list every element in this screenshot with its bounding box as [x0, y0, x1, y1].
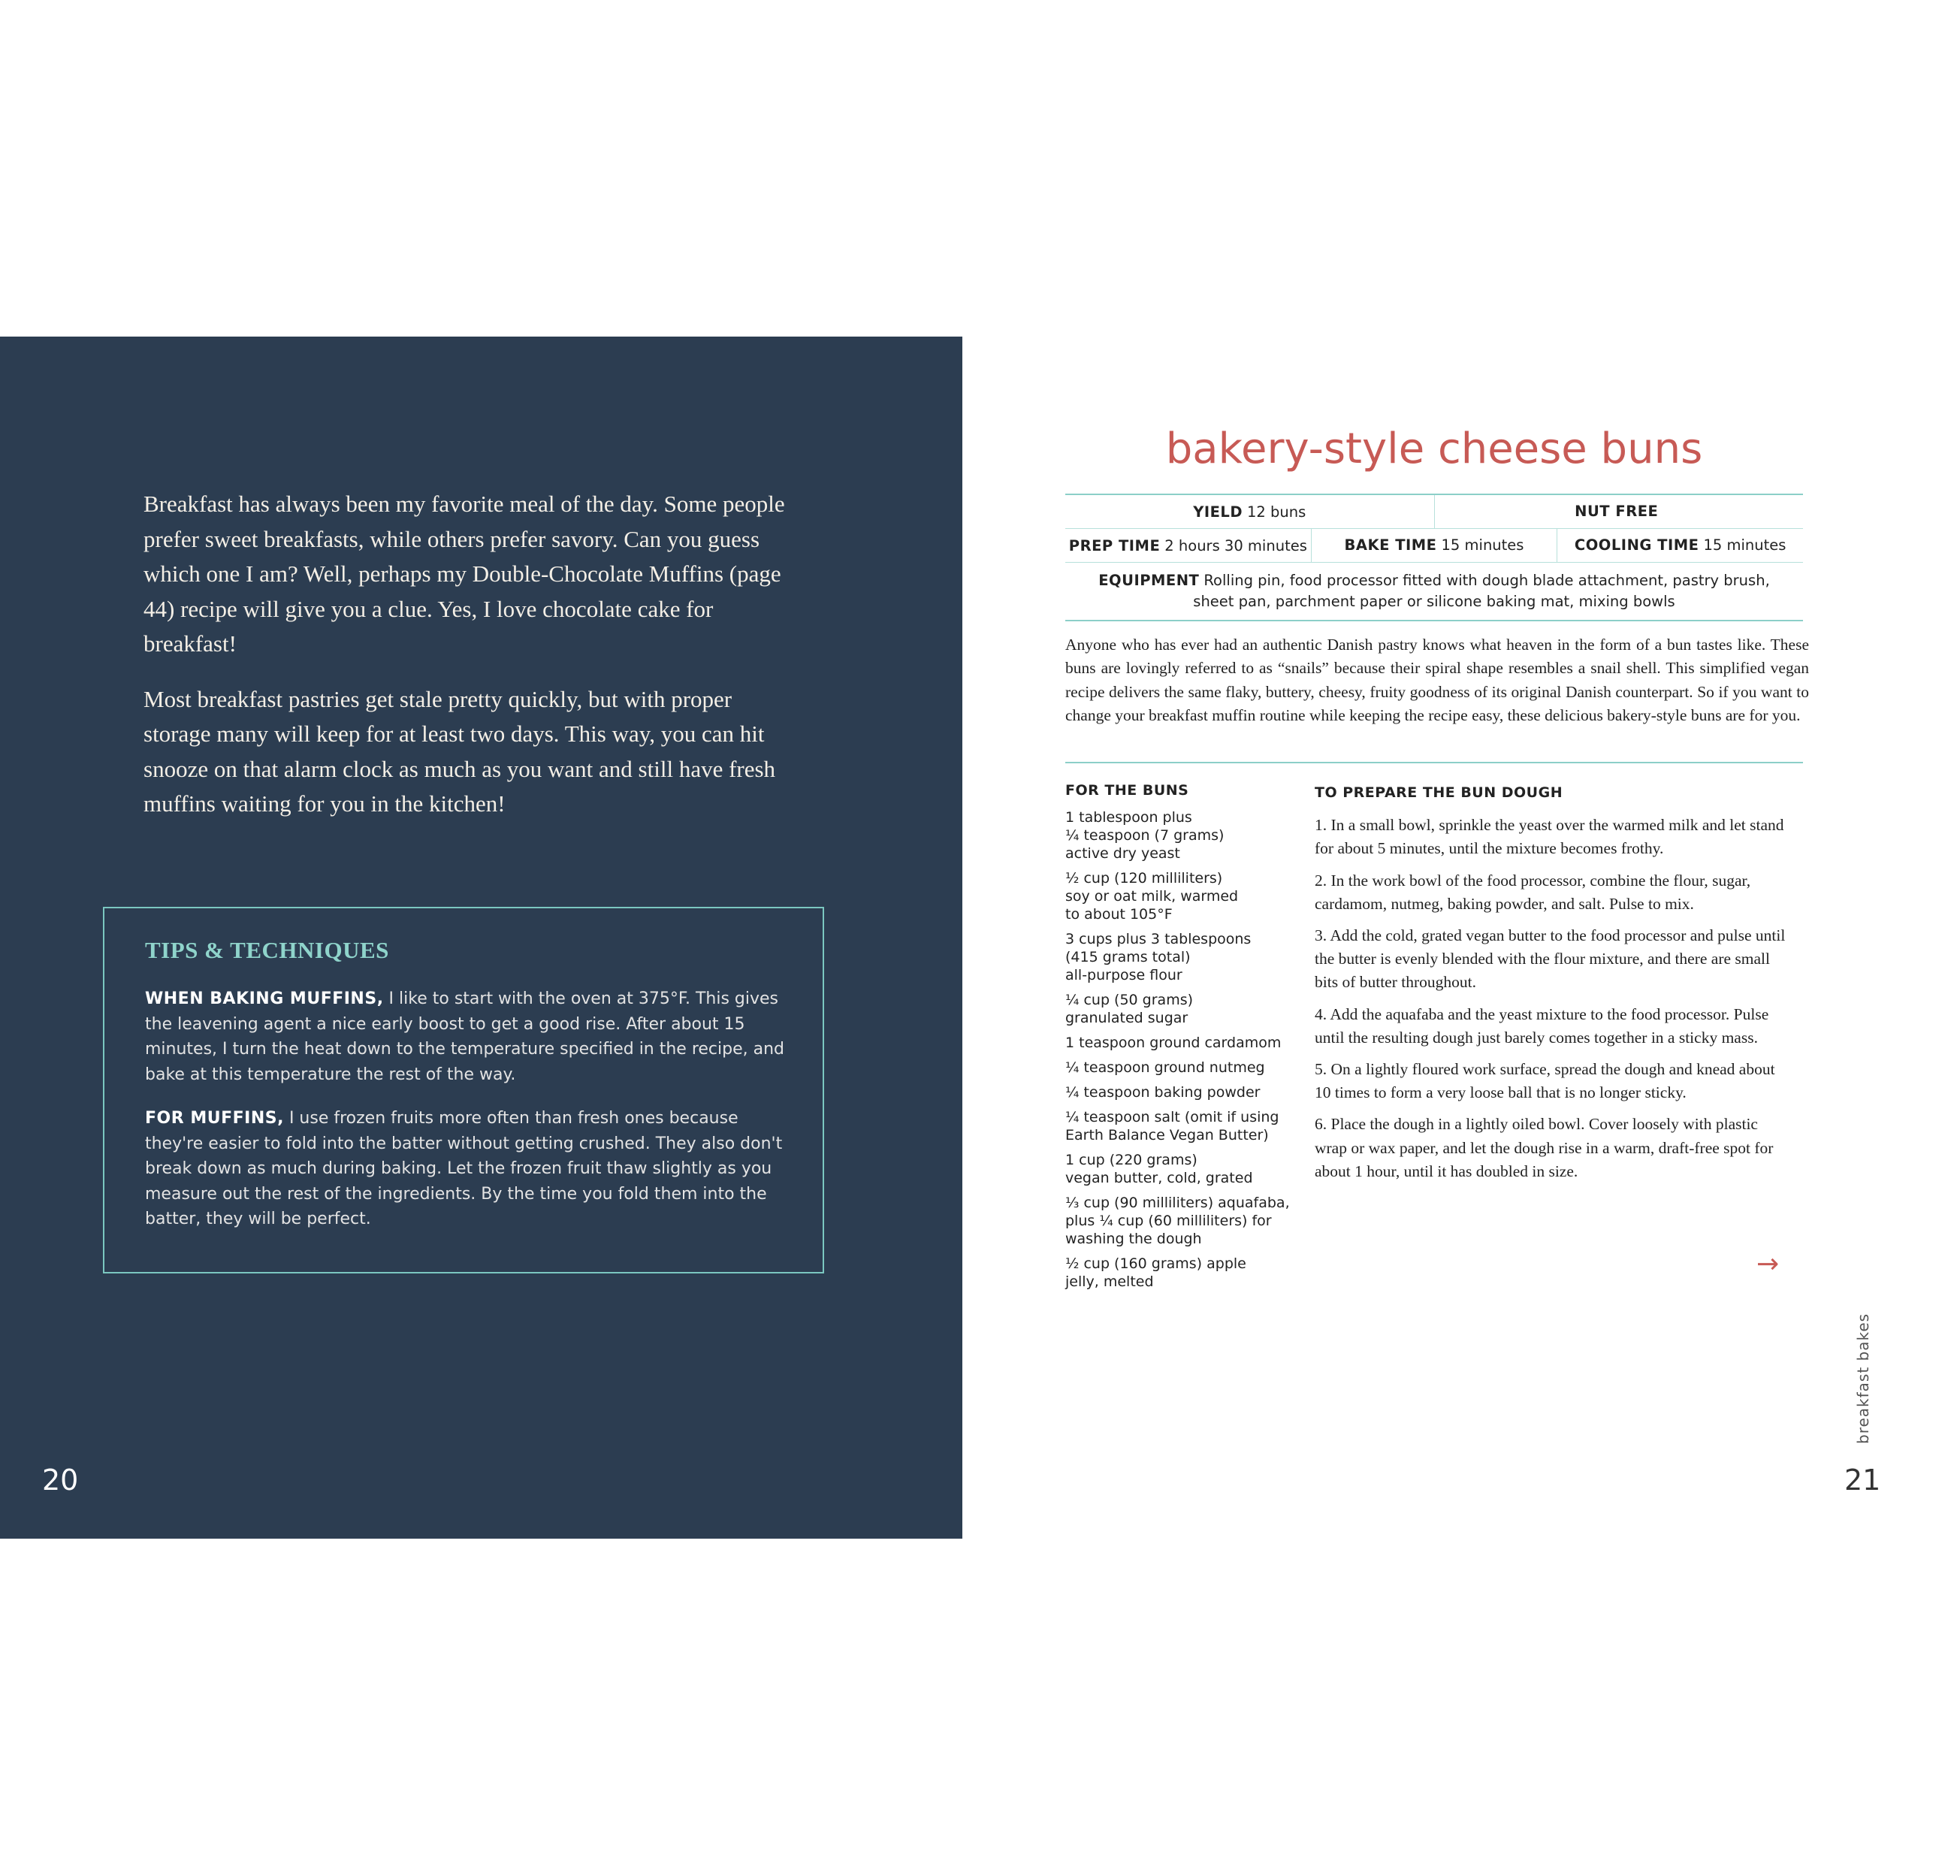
cooling-time-value: 15 minutes — [1703, 536, 1786, 554]
meta-row-times — [1065, 529, 1803, 563]
ingredient-item: 1 tablespoon plus ¼ teaspoon (7 grams) active dry yeast — [1065, 809, 1225, 862]
cooling-time-cell — [1557, 529, 1803, 562]
prep-time-cell — [1065, 537, 1311, 554]
yield-cell — [1065, 503, 1434, 521]
step-item: 6. Place the dough in a lightly oiled bowl. Cover loosely with plastic wrap or wax paper, and let the dough rise in a warm, draft-free spot for about 1 hour, until it has doubled in size. — [1315, 1115, 1774, 1180]
equipment-row — [1065, 563, 1803, 620]
intro-paragraph: Breakfast has always been my favorite meal of the day. Some people prefer sweet breakfasts, while others prefer savory. Can you guess which one I am? Well, perhaps my Double-Chocolate Muffins (page 44) recipe will give you a clue. Yes, I love chocolate cake for breakfast! — [143, 491, 785, 657]
ingredient-item: ½ cup (160 grams) apple jelly, melted — [1065, 1255, 1246, 1290]
prep-time-label: PREP TIME — [1068, 536, 1161, 554]
yield-value: 12 buns — [1247, 503, 1306, 521]
bake-time-value: 15 minutes — [1441, 536, 1524, 554]
ingredient-item: ⅓ cup (90 milliliters) aquafaba, plus ¼ cup (60 milliliters) for washing the dough — [1065, 1195, 1290, 1247]
tips-box — [103, 907, 824, 1273]
divider — [1065, 620, 1803, 621]
steps-column — [1315, 781, 1789, 1192]
meta-row-yield — [1065, 495, 1803, 529]
left-page — [0, 337, 962, 1539]
recipe-meta-table — [1065, 494, 1803, 621]
ingredients-column — [1065, 781, 1291, 1297]
step-item: 1. In a small bowl, sprinkle the yeast over the warmed milk and let stand for about 5 minutes, until the mixture becomes frothy. — [1315, 816, 1784, 858]
tips-body — [145, 986, 791, 1251]
ingredients-heading: FOR THE BUNS — [1065, 782, 1189, 799]
tip-item — [145, 1106, 791, 1232]
equipment-line-1: Rolling pin, food processor fitted with dough blade attachment, pastry brush, — [1203, 572, 1770, 589]
tips-title: TIPS & TECHNIQUES — [145, 937, 389, 963]
cooling-time-label: COOLING TIME — [1574, 536, 1699, 554]
yield-label: YIELD — [1193, 503, 1243, 521]
tip-lead: FOR MUFFINS, — [145, 1109, 284, 1128]
bake-time-label: BAKE TIME — [1344, 536, 1437, 554]
step-item: 5. On a lightly floured work surface, spread the dough and knead about 10 times to form a very loose ball that is no longer sticky. — [1315, 1060, 1775, 1102]
prep-time-value: 2 hours 30 minutes — [1164, 536, 1307, 554]
step-item: 2. In the work bowl of the food processor, combine the flour, sugar, cardamom, nutmeg, baking powder, and salt. Pulse to mix. — [1315, 871, 1751, 913]
divider — [1065, 762, 1803, 763]
nut-free-label: NUT FREE — [1575, 503, 1659, 520]
section-tab-label: breakfast bakes — [1854, 1313, 1872, 1444]
ingredient-item: 3 cups plus 3 tablespoons (415 grams total) all-purpose flour — [1065, 931, 1252, 983]
equipment-line-2: sheet pan, parchment paper or silicone baking mat, mixing bowls — [1193, 593, 1675, 610]
ingredient-item: ¼ cup (50 grams) granulated sugar — [1065, 992, 1194, 1026]
intro-text — [143, 487, 805, 842]
nut-free-cell — [1434, 495, 1804, 528]
step-item: 4. Add the aquafaba and the yeast mixture to the food processor. Pulse until the resulting dough just barely comes together in a sticky mass. — [1315, 1004, 1769, 1047]
equipment-label: EQUIPMENT — [1098, 572, 1200, 589]
recipe-title: bakery-style cheese buns — [1165, 424, 1703, 473]
recipe-description: Anyone who has ever had an authentic Danish pastry knows what heaven in the form of a bun tastes like. These buns are lovingly referred to as “snails” because their spiral shape resembles a snail shell. This simplified vegan recipe delivers the same flaky, buttery, cheesy, fruity goodness of its original Danish counterpart. So if you want to change your breakfast muffin routine while keeping the recipe easy, these delicious bakery-style buns are for you. — [1065, 636, 1809, 724]
ingredient-item: 1 teaspoon ground cardamom — [1065, 1035, 1282, 1051]
tip-lead: WHEN BAKING MUFFINS, — [145, 989, 384, 1008]
tip-text: I use frozen fruits more often than fresh ones because they're easier to fold into the batter without getting crushed. They also don't break down as much during baking. Let the frozen fruit thaw slightly as you measure out the rest of the ingredients. By the time you fold them into the batter, they will be perfect. — [145, 1109, 783, 1228]
bake-time-cell — [1311, 529, 1557, 562]
step-item: 3. Add the cold, grated vegan butter to the food processor and pulse until the butter is evenly blended with the flour mixture, and there are small bits of butter throughout. — [1315, 926, 1786, 992]
ingredient-item: 1 cup (220 grams) vegan butter, cold, grated — [1065, 1152, 1253, 1186]
page-number-left: 20 — [42, 1464, 79, 1497]
tip-item — [145, 986, 791, 1087]
tip-text: I like to start with the oven at 375°F. This gives the leavening agent a nice early boost to get a good rise. After about 15 minutes, I turn the heat down to the temperature specified in the recipe, and bake at this temperature the rest of the way. — [145, 989, 785, 1084]
steps-heading: TO PREPARE THE BUN DOUGH — [1315, 784, 1563, 801]
ingredient-item: ¼ teaspoon baking powder — [1065, 1084, 1261, 1101]
intro-paragraph: Most breakfast pastries get stale pretty quickly, but with proper storage many will keep for at least two days. This way, you can hit snooze on that alarm clock as much as you want and still have fresh muffins waiting for you in the kitchen! — [143, 685, 776, 817]
page-number-right: 21 — [1844, 1464, 1881, 1497]
section-tab — [1854, 1309, 1877, 1444]
ingredient-item: ½ cup (120 milliliters) soy or oat milk, warmed to about 105°F — [1065, 870, 1239, 923]
continue-arrow-icon: → — [1756, 1249, 1780, 1279]
ingredient-item: ¼ teaspoon salt (omit if using Earth Balance Vegan Butter) — [1065, 1109, 1279, 1143]
ingredient-item: ¼ teaspoon ground nutmeg — [1065, 1059, 1265, 1076]
